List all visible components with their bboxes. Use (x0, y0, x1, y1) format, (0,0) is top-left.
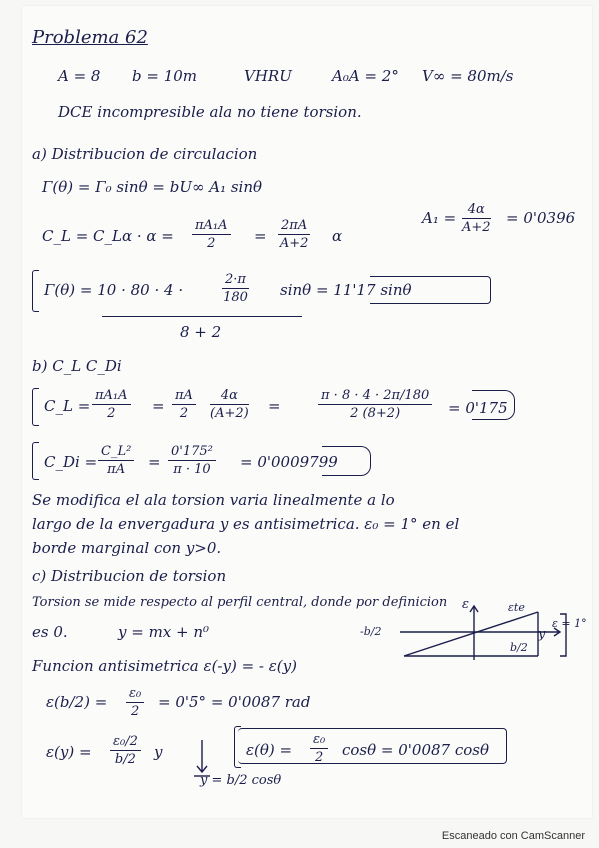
gamma-result-box (370, 276, 491, 304)
given-type: VHRU (244, 67, 292, 85)
clb-equals: = (152, 397, 165, 415)
cdi-bracket (32, 442, 39, 480)
clb-f3-den: (A+2) (210, 406, 249, 421)
eps-y-den: b/2 (114, 752, 136, 767)
eps-b2-num: ε₀ (126, 686, 144, 703)
gamma-f-den: 180 (223, 290, 248, 305)
diagram-b2: b/2 (510, 641, 528, 654)
problem-title: Problema 62 (32, 27, 148, 48)
clb-value: = 0'175 (448, 399, 508, 417)
cdi-fraction-1 (98, 444, 134, 477)
gamma-fraction-bar (102, 316, 302, 317)
cdi-value: = 0'0009799 (240, 453, 338, 471)
cl-f1-den: 2 (207, 236, 216, 251)
clb-f1-den: 2 (107, 406, 116, 421)
a1-lhs: A₁ = (422, 209, 457, 227)
statement-line-3: borde marginal con y>0. (32, 539, 222, 557)
section-c-heading: c) Distribucion de torsion (32, 567, 227, 585)
diagram-neg-b2: -b/2 (360, 625, 382, 638)
cdi-lhs: C_Di = (44, 453, 98, 471)
cl-f2-den: A+2 (279, 236, 309, 251)
a1-num: 4α (462, 202, 491, 219)
clb-fraction-1 (92, 388, 131, 421)
torsion-diagram (380, 598, 580, 668)
scanner-watermark: Escaneado con CamScanner (441, 830, 585, 842)
clb-f4-den: 2 (8+2) (350, 406, 401, 421)
cdi-f1-num: C_L² (98, 444, 134, 461)
gamma-denominator: 8 + 2 (180, 323, 222, 341)
given-velocity: V∞ = 80m/s (422, 67, 514, 85)
cl-f1-num: πA₁A (192, 218, 231, 235)
diagram-y: y (538, 627, 546, 642)
cl-f2-num: 2πA (278, 218, 310, 235)
hypothesis: DCE incompresible ala no tiene torsion. (58, 103, 362, 121)
clb-fraction-3 (210, 388, 249, 421)
eps-theta-lhs: ε(θ) = (246, 741, 293, 759)
a1-fraction (462, 202, 491, 235)
gamma-bracket (32, 270, 39, 312)
eps-b2-fraction (126, 686, 144, 719)
eps-b2-lhs: ε(b/2) = (46, 693, 108, 711)
circulation-eq: Γ(θ) = Γ₀ sinθ = bU∞ A₁ sinθ (42, 178, 263, 196)
given-a0: A₀A = 2° (332, 67, 399, 85)
gamma-angle-fraction (222, 272, 249, 305)
statement-line-2: largo de la envergadura y es antisimetrica. ε₀ = 1° en el (32, 515, 460, 533)
eps-theta-box (238, 728, 507, 764)
clb-equals-2: = (268, 397, 281, 415)
given-b: b = 10m (132, 67, 198, 85)
cl-equals: = (254, 227, 267, 245)
cdi-f2-num: 0'175² (168, 444, 216, 461)
section-b-heading: b) C_L C_Di (32, 357, 122, 375)
cdi-equals: = (148, 453, 161, 471)
clb-f2-num: πA (172, 388, 196, 405)
gamma-lhs: Γ(θ) = 10 · 80 · 4 · (44, 281, 184, 299)
eps-theta-den: 2 (314, 750, 324, 765)
eps-theta-num: ε₀ (310, 732, 328, 749)
clb-result-box (472, 390, 515, 420)
clb-f3-num: 4α (210, 388, 249, 405)
antisymmetric-function: Funcion antisimetrica ε(-y) = - ε(y) (32, 657, 297, 675)
diagram-eps: ε (462, 597, 469, 612)
diagram-eps0: εte (508, 601, 525, 614)
eps-y-var: y (154, 743, 163, 761)
a1-den: A+2 (462, 220, 491, 235)
substitution-label: y = b/2 cosθ (200, 773, 282, 788)
eps-y-num: ε₀/2 (110, 734, 141, 751)
gamma-rhs: sinθ = 11'17 sinθ (280, 281, 412, 299)
section-c-line-1: Torsion se mide respecto al perfil central, donde por definicion (32, 595, 448, 610)
cdi-f1-den: πA (107, 462, 126, 477)
cdi-fraction-2 (168, 444, 216, 477)
cdi-result-box (322, 446, 371, 476)
eps-b2-rhs: = 0'5° = 0'0087 rad (158, 693, 311, 711)
cdi-f2-den: π · 10 (173, 462, 211, 477)
cl-alpha: α (332, 227, 343, 245)
eps-b2-den: 2 (130, 704, 140, 719)
clb-f4-num: π · 8 · 4 · 2π/180 (318, 388, 432, 405)
paper-sheet (22, 6, 592, 818)
eps-y-lhs: ε(y) = (46, 743, 92, 761)
cl-fraction-2 (278, 218, 310, 251)
diagram-angle: ε = 1° (552, 617, 587, 630)
clb-fraction-2 (172, 388, 196, 421)
cl-fraction-1 (192, 218, 231, 251)
linear-eq: y = mx + n⁰ (118, 623, 210, 641)
gamma-f-num: 2·π (222, 272, 249, 289)
eps-theta-rhs: cosθ = 0'0087 cosθ (342, 741, 490, 759)
statement-line-1: Se modifica el ala torsion varia linealmente a lo (32, 491, 395, 509)
a1-value: = 0'0396 (506, 209, 576, 227)
clb-lhs: C_L = (44, 397, 91, 415)
cl-lhs: C_L = C_Lα · α = (42, 227, 174, 245)
section-a-heading: a) Distribucion de circulacion (32, 145, 258, 163)
clb-fraction-4 (318, 388, 432, 421)
cl-bracket (32, 388, 39, 426)
clb-f2-den: 2 (179, 406, 189, 421)
given-a: A = 8 (58, 67, 101, 85)
clb-f1-num: πA₁A (92, 388, 131, 405)
eps-y-fraction (110, 734, 141, 767)
section-c-line-2: es 0. (32, 623, 68, 641)
